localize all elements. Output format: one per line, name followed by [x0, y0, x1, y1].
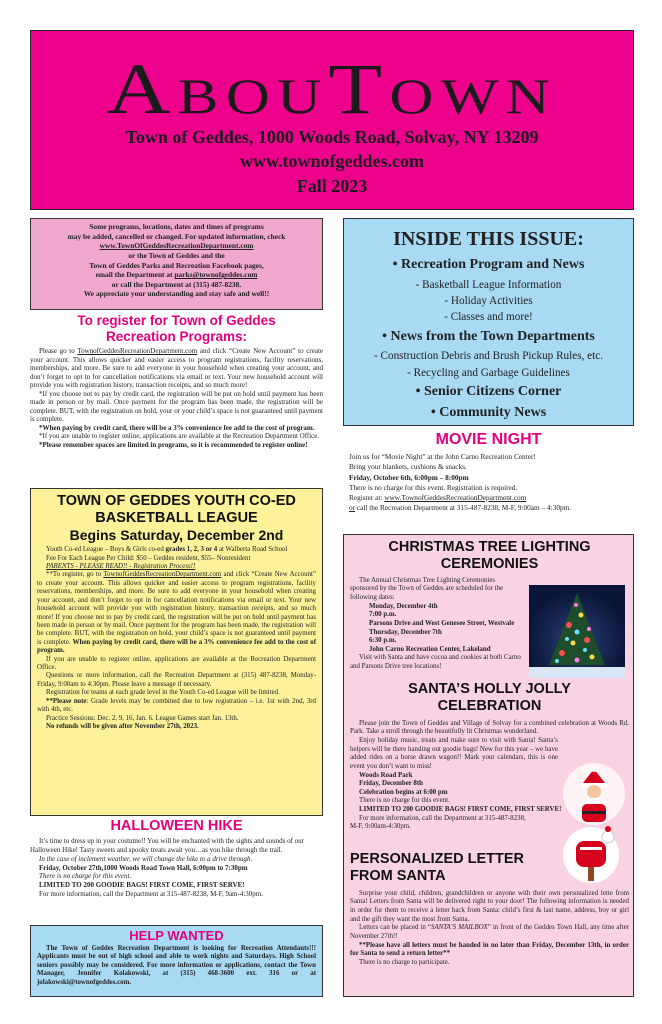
- masthead: [30, 30, 634, 210]
- logo: AbouTown: [106, 49, 558, 129]
- notice-line: email the Department at parks@townofgeddes.com: [95, 270, 258, 280]
- christmas-date-1: Monday, December 4th: [369, 602, 438, 610]
- basketball-practice: Practice Sessions: Dec. 2, 9, 16, Jan. 6. League Games start Jan. 13th.: [46, 714, 239, 722]
- basketball-refund: No refunds will be given after November 27th, 2023.: [46, 723, 199, 730]
- movie-section: [343, 430, 634, 530]
- letter-deadline: **Please have all letters must be handed in no later than Friday, December 13th, in order for Santa to send a return letter**: [350, 941, 629, 958]
- halloween-section: [30, 818, 323, 918]
- help-wanted-text: The Town of Geddes Recreation Department is looking for Recreation Attendants!!! Applicants must be out of high school and able to work nights and Saturdays. High School seniors possibly may be considered. For more information or applications, contact the Town Manager, Jennifer Kolakowski, at (315) 468-3600 ext. 316 or at jolakowski@townofgeddes.com.: [37, 944, 316, 987]
- holly-date: Friday, December 8th: [359, 780, 423, 788]
- inside-title: INSIDE THIS ISSUE:: [393, 228, 584, 250]
- inside-item: - Construction Debris and Brush Pickup Rules, etc.: [373, 350, 603, 363]
- christmas-location-2: John Carno Recreation Center, Lakeland: [369, 645, 491, 653]
- basketball-fee: Fee For Each League Per Child: $50 – Geddes resident, $55– Nonresident: [46, 554, 251, 562]
- christmas-paragraph: Visit with Santa and have cocoa and cookies at both Carno and Parsons Drive tree locations!: [350, 654, 521, 671]
- inside-section: • News from the Town Departments: [382, 328, 595, 344]
- register-paragraph: *If you are unable to register online, applications are available at the Recreation Department Office.: [39, 432, 320, 441]
- holly-limit: LIMITED TO 200 GOODIE BAGS! FIRST COME, FIRST SERVE!: [359, 806, 562, 814]
- holly-paragraph: Enjoy holiday music, treats and make sure to visit with Santa! Santa’s helpers will be there handing out goodie bags! New for this year – we have added rides on a horse drawn wagon!! Mark your calendars, this is one event you don’t want to miss!: [350, 737, 558, 770]
- halloween-info: For more information, call the Department at 315-487-8238, M-F, 9am-4:30pm.: [39, 889, 263, 898]
- halloween-charge: There is no charge for this event.: [39, 872, 132, 881]
- letter-section: [350, 851, 629, 967]
- address: Town of Geddes, 1000 Woods Road, Solvay, NY 13209: [125, 127, 539, 147]
- letter-paragraph: Surprise your child, children, grandchildren or anyone with their own personalized lette from Santa! Letters from Santa will be delivered right to your door! The following information is needed in order for them to receive a letter back from Santa: child’s first & last name, address, boy or girl and the gift they want the most from Santa.: [350, 889, 629, 923]
- basketball-notice: PARENTS - PLEASE READ!! - Registration Process!!: [46, 562, 196, 570]
- inside-section: • Community News: [430, 404, 547, 420]
- register-link[interactable]: TownofGeddesRecreationDepartment.com: [77, 347, 198, 356]
- notice-line: or call the Department at (315) 487-8238.: [111, 279, 242, 289]
- notice-line: Town of Geddes Parks and Recreation Facebook pages,: [89, 260, 264, 270]
- notice-line: may be added, cancelled or changed. For updated information, check: [67, 231, 286, 241]
- notice-line: We appreciate your understanding and stay safe and well!!: [83, 289, 270, 299]
- basketball-paragraph: Registration for teams at each grade level in the Youth Co-ed League will be limited.: [46, 689, 280, 697]
- movie-date: Friday, October 6th, 6:00pm – 8:00pm: [349, 472, 469, 482]
- basketball-paragraph: Youth Co-ed League – Boys & Girls co-ed grades 1, 2, 3 or 4 at Walberta Road School: [46, 546, 288, 554]
- holly-time: Celebration begins at 6:00 pm: [359, 788, 448, 796]
- help-wanted-title: HELP WANTED: [129, 928, 224, 943]
- holly-paragraph: Please join the Town of Geddes and Village of Solvay for a combined celebration at Woods Rd. Park. Take a stroll through the beautifully lit Christmas wonderland.: [350, 719, 629, 736]
- inside-item: - Classes and more!: [444, 311, 533, 324]
- letter-title: PERSONALIZED LETTER FROM SANTA: [350, 851, 525, 885]
- christmas-location-1: Parsons Drive and West Genesee Street, Westvale: [369, 619, 515, 627]
- movie-register-link[interactable]: www.TownofGeddesRecreationDepartment.com: [384, 493, 527, 502]
- movie-line: or call the Recreation Department at 315-487-8238, M-F, 9:00am – 4:30pm.: [349, 503, 572, 513]
- register-paragraph: *If you choose not to pay by credit card, the registration will be put on hold until payment has been made in person or by mail. Once payment for the program has been made, the registration will be complete. BUT, with the registration on hold, your or your child’s space is not guaranteed until payment is complete.: [30, 389, 323, 424]
- basketball-box: [30, 488, 323, 816]
- inside-item: - Holiday Activities: [444, 295, 533, 308]
- basketball-paragraph: Questions or more information, call the Recreation Department at (315) 487-8238, Monday-Friday, 9:00am to 4:30pm. Please leave a message if necessary.: [37, 672, 316, 688]
- inside-issue-box: [343, 218, 634, 426]
- season: Fall 2023: [296, 176, 368, 196]
- christmas-date-2: Thursday, December 7th: [369, 628, 442, 636]
- basketball-paragraph: **Please note: Grade levels may be combined due to low registration – i.e. 1st with 2nd, 3rd with 4th, etc.: [37, 697, 316, 714]
- christmas-tree-image: [529, 585, 625, 678]
- basketball-start-date: Begins Saturday, December 2nd: [69, 527, 284, 544]
- register-paragraph: Please go to TownofGeddesRecreationDepartment.com and click “Create New Account” to create your account. This allows quicker and easier access to program registrations, facility reservations, memberships, and more. Be sure to add everyone in your household when creating your account, and don’t forget to opt in for cancellation notifications via email or text. Your new household account will provide you with registration history, transaction receipts, and so much more!: [30, 347, 323, 390]
- basketball-title: TOWN OF GEDDES YOUTH CO-ED BASKETBALL LEAGUE: [57, 493, 296, 526]
- christmas-title: CHRISTMAS TREE LIGHTING CEREMONIES: [388, 539, 591, 573]
- movie-line: There is no charge for this event. Registration is required.: [349, 482, 518, 492]
- holly-charge: There is no charge for this event.: [359, 797, 450, 805]
- halloween-date: Friday, October 27th,1000 Woods Road Town Hall, 6:00pm to 7:30pm: [39, 863, 248, 872]
- halloween-limit: LIMITED TO 200 GOODIE BAGS! FIRST COME, FIRST SERVE!: [39, 881, 245, 890]
- register-paragraph: *When paying by credit card, there will be a 3% convenience fee add to the cost of program.: [39, 423, 315, 432]
- christmas-time-1: 7:00 p.m.: [369, 611, 397, 619]
- halloween-title: HALLOWEEN HIKE: [110, 818, 243, 834]
- help-wanted-box: [30, 925, 323, 997]
- holly-location: Woods Road Park: [359, 771, 413, 779]
- notice-email-link[interactable]: parks@townofgeddes.com: [174, 270, 258, 280]
- basketball-register-link[interactable]: TownofGeddesRecreationDepartment.com: [103, 571, 222, 579]
- movie-line: Join us for “Movie Night” at the John Carno Recreation Center!: [349, 452, 536, 462]
- holly-title: SANTA’S HOLLY JOLLY CELEBRATION: [408, 681, 571, 715]
- santa-image: [561, 761, 627, 827]
- notice-line: Some programs, locations, dates and times of programs: [89, 222, 264, 231]
- movie-line: Register at: www.TownofGeddesRecreationDepartment.com: [349, 493, 527, 502]
- holly-info: For more information, call the Department at 315-487-8238,: [359, 814, 526, 822]
- christmas-time-2: 6:30 p.m.: [369, 637, 397, 645]
- inside-item: - Recycling and Garbage Guidelines: [407, 366, 570, 379]
- movie-line: Bring your blankets, cushions & snacks.: [349, 462, 467, 472]
- holly-hours: M-F, 9:00am-4:30pm.: [350, 823, 411, 831]
- basketball-paragraph: **To register, go to TownofGeddesRecreationDepartment.com and click “Create New Account” to create your account. This allows quicker and easier access to program registrations, facility reservations, memberships, and more. Be sure to add everyone in your household when creating your account, and don’t forget to opt in for cancellation notifications via email or text. Your new household account will provide you with registration history, transaction receipts, and so much more! If you choose not to pay by credit card, the registration will be put on hold until payment has been made in person or by mail. Once payment for the program has been made, the registration will be complete. BUT, with the registration on hold, your child’s space is not guaranteed until payment is complete. When paying by credit card, there will be a 3% convenience fee add to the cost of program.: [37, 571, 316, 655]
- letter-paragraph: Letters can be placed in “SANTA’S MAILBOX” in front of the Geddes Town Hall, any time after November 27th!!: [350, 924, 629, 940]
- basketball-paragraph: If you are unable to register online, applications are available at the Recreation Department Office.: [37, 655, 316, 672]
- inside-section: • Senior Citizens Corner: [415, 383, 562, 399]
- holiday-box: [343, 534, 634, 997]
- halloween-paragraph: It’s time to dress up in your costume!! You will be enchanted with the sights and sounds of our Halloween Hike! Tasty sweets and spooky treats await you…as you hike through the trail.: [30, 837, 304, 855]
- register-section: [30, 313, 323, 483]
- inside-section: • Recreation Program and News: [392, 257, 585, 272]
- register-title: To register for Town of Geddes Recreation Programs:: [77, 313, 276, 344]
- letter-charge: There is no charge to participate.: [359, 958, 450, 966]
- website-link[interactable]: www.townofgeddes.com: [240, 151, 424, 171]
- notice-line: or the Town of Geddes and the: [128, 250, 225, 260]
- christmas-paragraph: The Annual Christmas Tree Lighting Ceremonies sponsored by the Town of Geddes are scheduled for the following dates:: [350, 576, 504, 602]
- notice-website-link[interactable]: www.TownOfGeddesRecreationDepartment.com: [99, 241, 254, 251]
- movie-title: MOVIE NIGHT: [435, 431, 542, 448]
- notice-box: [30, 218, 323, 310]
- halloween-weather: In the case of inclement weather, we will change the hike to a drive through.: [39, 854, 253, 863]
- inside-item: - Basketball League Information: [415, 278, 562, 291]
- register-paragraph: *Please remember spaces are limited in programs, so it is recommended to register online!: [39, 440, 308, 449]
